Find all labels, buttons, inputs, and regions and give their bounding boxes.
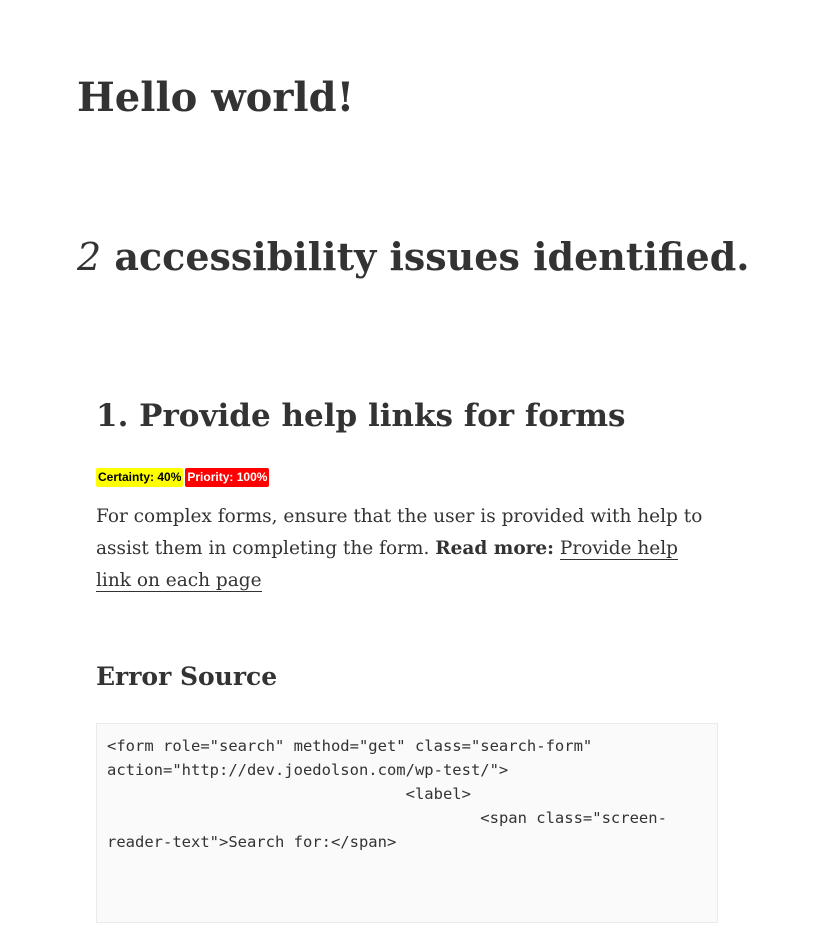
issue-section [96,394,718,939]
certainty-badge: Certainty: 40% [96,468,183,487]
issue-count: 2 [77,235,102,279]
issue-badges [96,468,718,488]
issues-summary-text: accessibility issues identified. [101,234,750,279]
issue-description-text: For complex forms, ensure that the user is provided with help to assist them in completing the form. [96,506,703,559]
read-more-label: Read more: [435,538,555,559]
page-title: Hello world! [77,74,355,121]
read-more-link[interactable]: Provide help link on each page [96,538,678,591]
issue-heading: 1. Provide help links for forms [96,398,626,434]
error-source-code: <form role="search" method="get" class="search-form" action="http://dev.joedolson.com/wp-test/"> <label> <span class="screen- reader-text">Search for:</span> [96,723,718,923]
issue-description [96,501,718,597]
error-source-heading: Error Source [96,662,278,691]
issues-summary [77,232,750,282]
priority-badge: Priority: 100% [185,468,269,487]
